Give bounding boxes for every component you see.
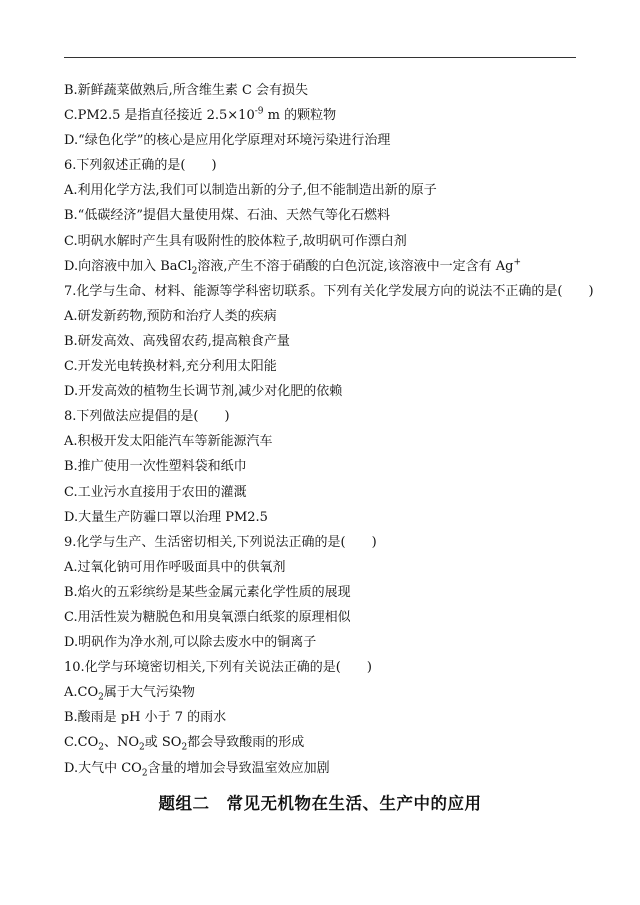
text-line (64, 505, 584, 530)
text-segment: D.明矾作为净水剂,可以除去废水中的铜离子 (64, 635, 317, 651)
text-line (64, 480, 584, 505)
text-segment: A.利用化学方法,我们可以制造出新的分子,但不能制造出新的原子 (64, 183, 437, 199)
text-segment: D.大气中 CO (64, 760, 142, 776)
text-segment: C.明矾水解时产生具有吸附性的胶体粒子,故明矾可作漂白剂 (64, 233, 407, 249)
subscript: 2 (141, 768, 148, 779)
text-line (64, 279, 594, 304)
text-line (64, 705, 584, 730)
text-segment: 或 SO (144, 735, 182, 751)
text-line (64, 530, 584, 555)
text-line (64, 203, 584, 228)
superscript: -9 (254, 106, 264, 117)
header-rule (64, 57, 576, 58)
text-line (64, 379, 584, 404)
text-segment: C.工业污水直接用于农田的灌溉 (64, 484, 247, 500)
text-segment: B.“低碳经济”提倡大量使用煤、石油、天然气等化石燃料 (64, 208, 390, 224)
subscript: 2 (98, 743, 104, 754)
text-segment: 、NO (103, 735, 140, 751)
text-line (64, 103, 584, 128)
text-line (64, 580, 584, 605)
subscript: 2 (139, 743, 145, 754)
text-segment: C.CO (64, 735, 99, 751)
text-segment: 都会导致酸雨的形成 (187, 735, 305, 751)
text-segment: 8.下列做法应提倡的是( ) (64, 409, 230, 425)
text-segment: A.过氧化钠可用作呼吸面具中的供氧剂 (64, 559, 286, 575)
text-segment: B.新鲜蔬菜做熟后,所含维生素 C 会有损失 (64, 83, 309, 98)
text-segment: 溶液,产生不溶于硝酸的白色沉淀,该溶液中一定含有 Ag (197, 258, 514, 274)
text-line (64, 304, 584, 329)
text-line (64, 605, 584, 630)
text-line (64, 756, 584, 781)
text-segment: D.开发高效的植物生长调节剂,减少对化肥的依赖 (64, 384, 343, 400)
text-line (64, 78, 584, 103)
text-segment: A.积极开发太阳能汽车等新能源汽车 (64, 434, 273, 450)
text-segment: 7.化学与生命、材料、能源等学科密切联系。下列有关化学发展方向的说法不正确的是( ) (64, 283, 594, 299)
text-segment: m 的颗粒物 (263, 108, 337, 124)
text-segment: 6.下列叙述正确的是( ) (64, 158, 217, 174)
text-line (64, 655, 584, 680)
text-segment: C.PM2.5 是指直径接近 2.5×10 (64, 108, 255, 124)
text-segment: C.用活性炭为糖脱色和用臭氧漂白纸浆的原理相似 (64, 609, 351, 625)
text-segment: D.“绿色化学”的核心是应用化学原理对环境污染进行治理 (64, 133, 391, 149)
text-segment: D.大量生产防霾口罩以治理 PM2.5 (64, 509, 268, 525)
text-line (64, 153, 584, 178)
text-line (64, 454, 584, 479)
text-segment: 含量的增加会导致温室效应加剧 (147, 760, 330, 776)
text-segment: D.向溶液中加入 BaCl (64, 258, 192, 274)
subscript: 2 (98, 692, 104, 703)
text-segment: C.开发光电转换材料,充分利用太阳能 (64, 359, 277, 375)
superscript: + (513, 257, 522, 268)
text-segment: 10.化学与环境密切相关,下列有关说法正确的是( ) (64, 660, 372, 676)
subscript: 2 (191, 266, 198, 277)
text-line (64, 429, 584, 454)
text-segment: 9.化学与生产、生活密切相关,下列说法正确的是( ) (64, 534, 377, 550)
text-line (64, 680, 584, 705)
text-segment: B.焰火的五彩缤纷是某些金属元素化学性质的展现 (64, 584, 351, 600)
text-line (64, 329, 584, 354)
text-line (64, 254, 584, 279)
text-segment: A.CO (64, 685, 99, 701)
text-line (64, 630, 584, 655)
text-line (64, 354, 584, 379)
text-line (64, 229, 584, 254)
text-line (64, 555, 584, 580)
text-segment: B.酸雨是 pH 小于 7 的雨水 (64, 710, 227, 726)
text-segment: 属于大气污染物 (103, 685, 195, 701)
text-line (64, 730, 584, 755)
text-segment: B.研发高效、高残留农药,提高粮食产量 (64, 333, 290, 349)
text-segment: B.推广使用一次性塑料袋和纸巾 (64, 459, 247, 475)
subscript: 2 (181, 743, 188, 754)
section-title: 题组二 常见无机物在生活、生产中的应用 (158, 794, 482, 813)
question-list (64, 78, 594, 781)
text-line (64, 128, 584, 153)
text-segment: A.研发新药物,预防和治疗人类的疾病 (64, 308, 277, 324)
text-line (64, 404, 584, 429)
text-line (64, 178, 584, 203)
